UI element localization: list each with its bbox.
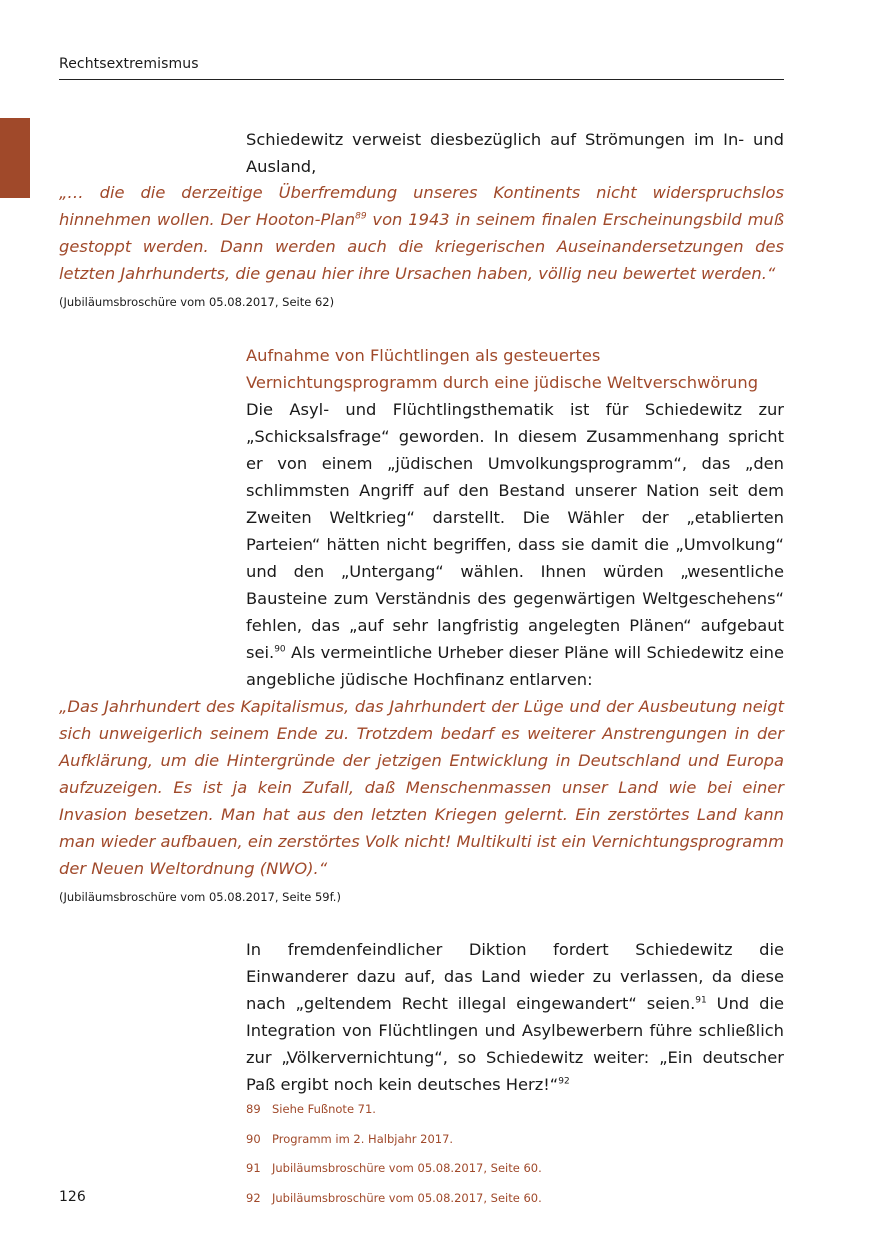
chapter-accent-bar [0,118,30,198]
footnote-ref-91[interactable]: 91 [695,995,707,1006]
footnote-text: Jubiläumsbroschüre vom 05.08.2017, Seite 60. [272,1191,542,1205]
footnote-number: 92 [246,1191,261,1205]
intro-paragraph [246,126,784,180]
footnote-text: Programm im 2. Halbjahr 2017. [272,1132,454,1146]
quote1-source: (Jubiläumsbroschüre vom 05.08.2017, Seite 62) [59,295,335,309]
footnote-text: Siehe Fußnote 71. [272,1102,376,1116]
footnote-number: 91 [246,1161,261,1175]
header-rule [59,79,784,80]
quote-block-2 [59,693,784,882]
quote1-part2: von 1943 in seinem finalen Erscheinungsbild muß gestoppt werden. Dann werden auch die kriegerischen Auseinandersetzungen des letzten Jahrhunderts, die genau hier ihre Ursachen haben, völlig neu bewertet werden.“ [59,210,784,283]
closing-paragraph [246,936,784,1098]
footnote-item [246,1161,542,1175]
section-para-part2: Als vermeintliche Urheber dieser Pläne will Schiedewitz eine angebliche jüdische Hochfinanz entlarven: [246,643,784,689]
quote-block-1 [59,179,784,287]
closing-part1: In fremdenfeindlicher Diktion fordert Schiedewitz die Einwanderer dazu auf, das Land wieder zu verlassen, da diese nach „geltendem Recht illegal eingewandert“ seien. [246,940,784,1013]
footnote-item [246,1132,453,1146]
closing-part2: Und die Integration von Flüchtlingen und Asylbewerbern führe schließlich zur „Völkervernichtung“, so Schiedewitz weiter: „Ein deutscher Paß ergibt noch kein deutsches Herz!“ [246,994,785,1094]
section-heading: Aufnahme von Flüchtlingen als gesteuertes Vernichtungsprogramm durch eine jüdische Weltverschwörung [246,346,759,392]
footnote-ref-90[interactable]: 90 [274,644,286,655]
quote1-part1: „… die die derzeitige Überfremdung unseres Kontinents nicht widerspruchslos hinnehmen wollen. Der Hooton-Plan [59,183,784,229]
quote2-text: „Das Jahrhundert des Kapitalismus, das Jahrhundert der Lüge und der Ausbeutung neigt sich unweigerlich seinem Ende zu. Trotzdem bedarf es weiterer Anstrengungen in der Aufklärung, um die Hintergründe der jetzigen Entwicklung in Deutschland und Europa aufzuzeigen. Es ist ja kein Zufall, daß Menschenmassen unser Land wie bei einer Invasion besetzen. Man hat aus den letzten Kriegen gelernt. Ein zerstörtes Land kann man wieder aufbauen, ein zerstörtes Volk nicht! Multikulti ist ein Vernichtungsprogramm der Neuen Weltordnung (NWO).“ [59,697,784,878]
section-paragraph [246,396,784,693]
footnote-number: 89 [246,1102,261,1116]
footnote-item [246,1102,376,1116]
footnote-ref-92[interactable]: 92 [558,1076,570,1087]
quote2-source: (Jubiläumsbroschüre vom 05.08.2017, Seite 59f.) [59,890,341,904]
intro-text: Schiedewitz verweist diesbezüglich auf Strömungen im In- und Ausland, [246,130,784,176]
footnote-ref-89[interactable]: 89 [355,211,367,222]
footnote-text: Jubiläumsbroschüre vom 05.08.2017, Seite 60. [272,1161,542,1175]
page-number: 126 [59,1189,86,1205]
section-para-part1: Die Asyl- und Flüchtlingsthematik ist für Schiedewitz zur „Schicksalsfrage“ geworden. In diesem Zusammenhang spricht er von einem „jüdischen Umvolkungsprogramm“, das „den schlimmsten Angriff auf den Bestand unserer Nation seit dem Zweiten Weltkrieg“ darstellt. Die Wähler der „etablierten Parteien“ hätten nicht begriffen, dass sie damit die „Umvolkung“ und den „Untergang“ wählen. Ihnen würden „wesentliche Bausteine zum Verständnis des gegenwärtigen Weltgeschehens“ fehlen, das „auf sehr langfristig angelegten Plänen“ aufgebaut sei. [246,400,784,662]
footnote-item [246,1191,542,1205]
footnote-number: 90 [246,1132,261,1146]
running-title: Rechtsextremismus [59,56,199,72]
